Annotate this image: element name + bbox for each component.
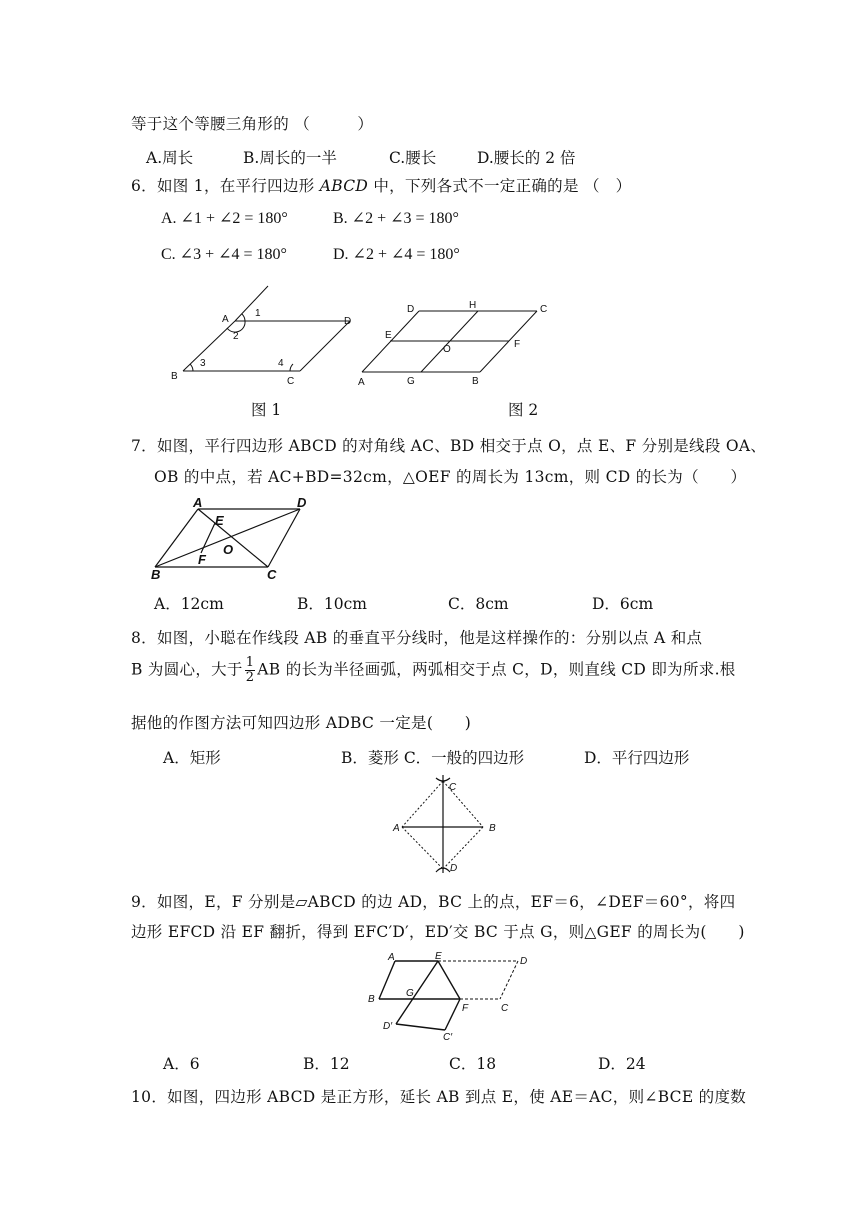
q6-figure-1 (165, 280, 365, 390)
q7-fig-label-a: A (193, 495, 203, 510)
q8-option-a[interactable]: A．矩形 (163, 749, 221, 767)
fig2-label-o: O (443, 344, 451, 355)
q8-option-b[interactable]: B．菱形 C．一般的四边形 (341, 749, 525, 767)
q8-fig-label-c: C (449, 782, 457, 793)
q8-figure (388, 772, 508, 876)
fig2-label-g: G (407, 376, 415, 387)
fig1-label-b: B (171, 371, 178, 382)
q8-fraction-denominator: 2 (245, 670, 255, 685)
q6-option-d[interactable]: D. ∠2 + ∠4 = 180° (333, 246, 460, 263)
q9-fig-label-c-prime: C′ (443, 1032, 453, 1041)
q5-option-d[interactable]: D.腰长的 2 倍 (477, 149, 576, 167)
q5-option-b[interactable]: B.周长的一半 (243, 149, 337, 167)
fig2-label-h: H (469, 300, 477, 311)
fig2-label-f: F (514, 339, 521, 350)
fig1-label-d: D (344, 316, 352, 327)
q5-option-c[interactable]: C.腰长 (389, 149, 437, 167)
q6-option-a[interactable]: A. ∠1 + ∠2 = 180° (161, 210, 288, 227)
q9-fig-label-d-prime: D′ (383, 1021, 393, 1032)
q9-fig-label-f: F (462, 1003, 469, 1014)
q9-figure (365, 949, 535, 1041)
q6-stem-b: ABCD (319, 177, 369, 195)
q6-option-b[interactable]: B. ∠2 + ∠3 = 180° (333, 210, 459, 227)
q7-fig-label-d: D (297, 495, 307, 510)
q9-fig-label-e: E (435, 951, 442, 962)
q5-stem-continuation: 等于这个等腰三角形的 （ ） (131, 115, 374, 133)
fig1-label-4: 4 (278, 358, 284, 369)
q7-option-b[interactable]: B．10cm (297, 595, 367, 613)
q9-option-d[interactable]: D．24 (598, 1055, 646, 1073)
fig2-label-e: E (385, 330, 392, 341)
q9-fig-label-b: B (368, 994, 375, 1005)
fig1-label-1: 1 (255, 308, 261, 319)
q10-stem-line-1: 10．如图，四边形 ABCD 是正方形，延长 AB 到点 E，使 AE＝AC，则∠BCE 的度数 (131, 1088, 747, 1106)
q5-option-a[interactable]: A.周长 (146, 149, 194, 167)
q9-stem-line-2: 边形 EFCD 沿 EF 翻折，得到 EFC′D′，ED′交 BC 于点 G，则△GEF 的周长为( ) (131, 923, 745, 941)
q8-fraction-numerator: 1 (245, 655, 255, 670)
q7-option-d[interactable]: D．6cm (592, 595, 654, 613)
q8-stem-line-2a: B 为圆心，大于 (131, 660, 243, 679)
q7-option-c[interactable]: C．8cm (448, 595, 509, 613)
q7-stem-line-2: OB 的中点，若 AC+BD=32cm，△OEF 的周长为 13cm，则 CD 的长为（ ） (154, 468, 747, 486)
q6-stem-a: 6．如图 1，在平行四边形 (131, 177, 320, 195)
q8-stem-line-2b: AB 的长为半径画弧，两弧相交于点 C，D，则直线 CD 即为所求.根 (257, 660, 736, 679)
q7-fig-label-f: F (198, 552, 206, 567)
q6-figure-1-caption: 图 1 (251, 401, 282, 419)
q7-option-a[interactable]: A．12cm (154, 595, 224, 613)
fig1-label-a: A (222, 314, 229, 325)
q8-fig-label-a: A (393, 823, 400, 834)
q7-fig-label-e: E (215, 513, 224, 528)
q7-fig-label-o: O (223, 542, 234, 557)
fig1-label-3: 3 (200, 358, 206, 369)
q8-stem-line-2 (131, 656, 736, 685)
fig2-label-d: D (407, 304, 415, 315)
q7-stem-line-1: 7．如图，平行四边形 ABCD 的对角线 AC、BD 相交于点 O，点 E、F 分别是线段 OA、 (131, 437, 767, 455)
q8-fig-label-d: D (450, 863, 458, 874)
fig2-label-b: B (472, 376, 479, 387)
q8-stem-line-3: 据他的作图方法可知四边形 ADBC 一定是( ) (131, 714, 472, 732)
q9-fig-label-c: C (501, 1003, 509, 1014)
q7-fig-label-c: C (267, 567, 277, 582)
fig1-label-2: 2 (233, 331, 239, 342)
q8-fraction (245, 656, 256, 685)
fig1-label-c: C (287, 376, 295, 387)
q9-option-c[interactable]: C．18 (449, 1055, 497, 1073)
q7-figure (145, 493, 325, 583)
q6-figure-2-caption: 图 2 (508, 401, 539, 419)
q7-fig-label-b: B (151, 567, 161, 582)
q8-stem-line-1: 8．如图，小聪在作线段 AB 的垂直平分线时，他是这样操作的：分别以点 A 和点 (131, 629, 703, 647)
q8-option-d[interactable]: D．平行四边形 (584, 749, 690, 767)
q9-option-b[interactable]: B．12 (303, 1055, 350, 1073)
q9-stem-line-1: 9．如图，E，F 分别是▱ABCD 的边 AD，BC 上的点，EF＝6，∠DEF＝60°，将四 (131, 893, 736, 911)
q9-fig-label-g: G (406, 988, 414, 999)
fig2-label-a: A (358, 377, 365, 388)
q6-stem (131, 174, 631, 196)
q6-option-c[interactable]: C. ∠3 + ∠4 = 180° (161, 246, 287, 263)
q9-fig-label-d: D (520, 956, 528, 967)
q9-option-a[interactable]: A．6 (163, 1055, 200, 1073)
fig2-label-c: C (540, 304, 548, 315)
q8-fig-label-b: B (489, 823, 496, 834)
q6-stem-c: 中，下列各式不一定正确的是 （ ） (368, 177, 632, 195)
q6-figure-2 (350, 295, 560, 390)
q9-fig-label-a: A (388, 952, 395, 963)
